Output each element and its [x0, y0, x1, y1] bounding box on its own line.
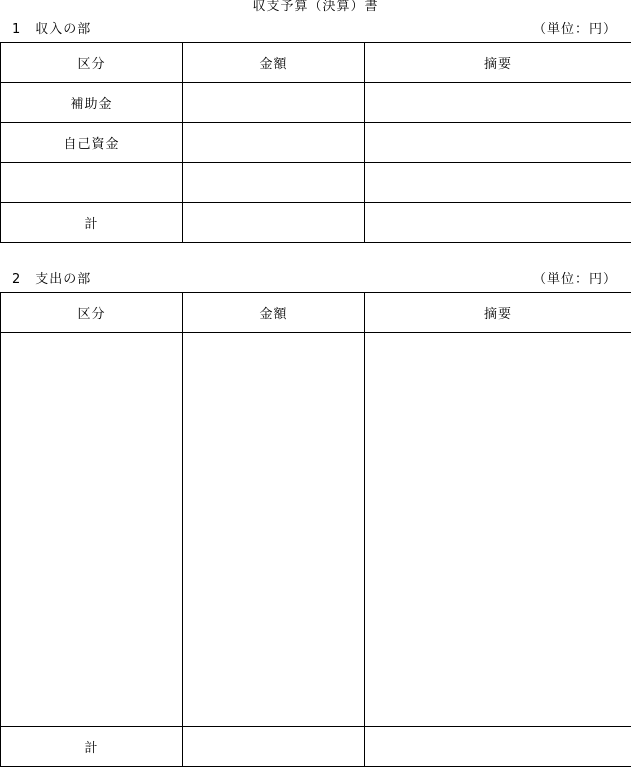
document-title: 収支予算（決算）書 — [252, 0, 379, 14]
expense-amount-cell[interactable] — [183, 333, 365, 727]
income-remarks-cell[interactable] — [365, 83, 631, 123]
income-total-label: 計 — [1, 203, 183, 243]
income-total-amount-cell[interactable] — [183, 203, 365, 243]
income-amount-cell[interactable] — [183, 163, 365, 203]
income-category-cell: 自己資金 — [1, 123, 183, 163]
expense-total-remarks-cell[interactable] — [365, 727, 631, 767]
income-header-category: 区分 — [1, 43, 183, 83]
expense-total-row — [1, 727, 631, 767]
expense-header-amount: 金額 — [183, 293, 365, 333]
expense-total-amount-cell[interactable] — [183, 727, 365, 767]
expense-header-remarks: 摘要 — [365, 293, 631, 333]
expense-category-cell[interactable] — [1, 333, 183, 727]
expense-section-label: 2 支出の部 — [12, 272, 92, 287]
income-header-amount: 金額 — [183, 43, 365, 83]
income-remarks-cell[interactable] — [365, 123, 631, 163]
income-amount-cell[interactable] — [183, 123, 365, 163]
table-row — [1, 83, 631, 123]
income-total-row — [1, 203, 631, 243]
expense-header-category: 区分 — [1, 293, 183, 333]
expense-remarks-cell[interactable] — [365, 333, 631, 727]
income-total-remarks-cell[interactable] — [365, 203, 631, 243]
income-unit-label: （単位：円） — [532, 22, 617, 37]
income-category-cell: 補助金 — [1, 83, 183, 123]
table-row — [1, 123, 631, 163]
table-row — [1, 163, 631, 203]
income-header-row — [1, 43, 631, 83]
expense-unit-label: （単位：円） — [532, 272, 617, 287]
expense-table — [0, 292, 631, 767]
income-section-label: 1 収入の部 — [12, 22, 92, 37]
income-amount-cell[interactable] — [183, 83, 365, 123]
table-row — [1, 333, 631, 727]
expense-total-label: 計 — [1, 727, 183, 767]
income-category-cell[interactable] — [1, 163, 183, 203]
income-table — [0, 42, 631, 243]
income-header-remarks: 摘要 — [365, 43, 631, 83]
income-remarks-cell[interactable] — [365, 163, 631, 203]
expense-header-row — [1, 293, 631, 333]
